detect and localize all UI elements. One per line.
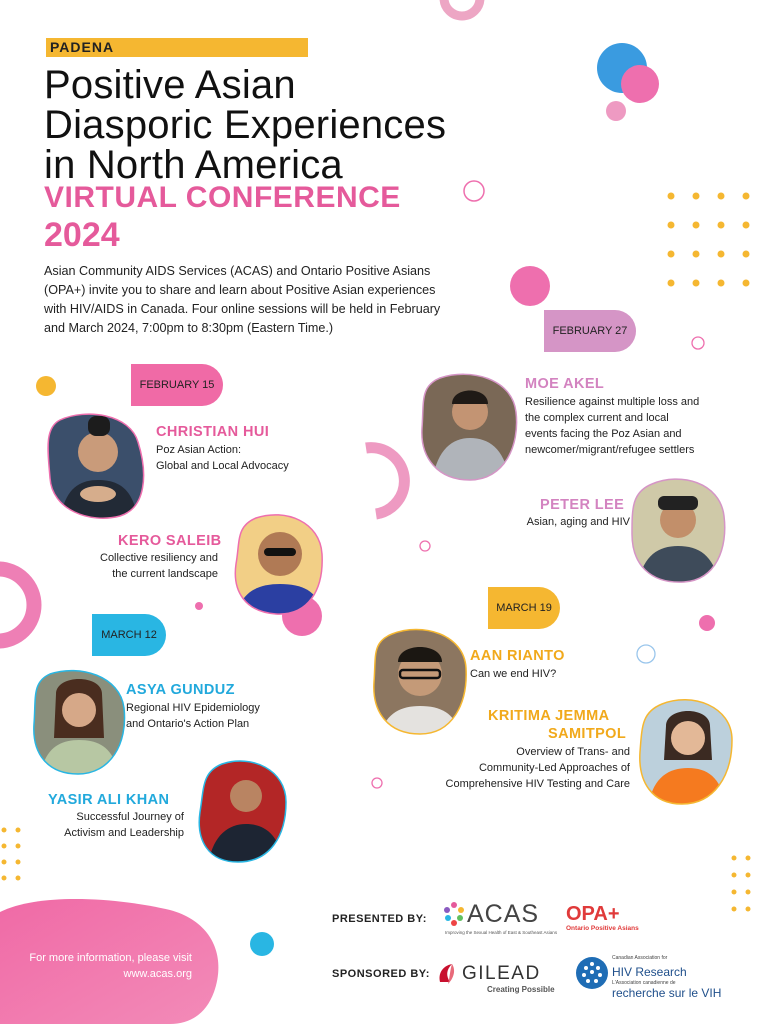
- speaker-name-moe-akel: MOE AKEL: [525, 376, 605, 392]
- avatar-aan-rianto: [370, 626, 470, 738]
- opa-tagline: Ontario Positive Asians: [566, 925, 639, 932]
- avatar-yasir-ali-khan: [194, 758, 290, 866]
- topic-line: Successful Journey of: [76, 811, 184, 823]
- topic-line: Can we end HIV?: [470, 668, 557, 680]
- cahr-label-fr: L'Association canadienne de: [612, 980, 676, 986]
- small-ring-decor-4: [637, 645, 655, 663]
- speaker-name-yasir-ali-khan: YASIR ALI KHAN: [48, 792, 170, 808]
- pink-dot-decor: [606, 101, 626, 121]
- conference-year: 2024: [44, 216, 120, 254]
- speaker-topic-asya-gunduz: [126, 700, 260, 732]
- topic-line: the current landscape: [112, 568, 218, 580]
- avatar-kero-saleib: [230, 512, 326, 618]
- topic-line: Collective resiliency and: [100, 552, 218, 564]
- speaker-name-peter-lee: PETER LEE: [540, 497, 625, 513]
- cahr-logo-icon: [574, 954, 610, 992]
- topic-line: newcomer/migrant/refugee settlers: [525, 444, 695, 456]
- pink-arc-decor: [366, 448, 404, 514]
- avatar-christian-hui: [46, 412, 150, 522]
- topic-line: Comprehensive HIV Testing and Care: [445, 778, 630, 790]
- topic-line: Community-Led Approaches of: [478, 762, 630, 774]
- speaker-name-kritima-line1: KRITIMA JEMMA: [488, 708, 610, 724]
- topic-line: Regional HIV Epidemiology: [126, 702, 260, 714]
- speaker-name-christian-hui: CHRISTIAN HUI: [156, 424, 270, 440]
- speaker-topic-aan-rianto: [470, 666, 556, 682]
- teal-circle-decor: [250, 932, 274, 956]
- speaker-name-kritima-line2: SAMITPOL: [548, 726, 627, 742]
- gilead-tagline: Creating Possible: [487, 985, 555, 994]
- date-pill-mar19: MARCH 19: [488, 587, 560, 629]
- gold-dot-grid-decor-2: [2, 828, 21, 881]
- topic-line: Overview of Trans- and: [516, 746, 630, 758]
- avatar-kritima-samitpol: [636, 696, 736, 808]
- left-ring-decor: [0, 569, 34, 641]
- speaker-topic-peter-lee: [440, 514, 630, 530]
- title-line: in North America: [44, 143, 343, 187]
- small-ring-decor-3: [420, 541, 430, 551]
- gilead-logo-icon: [436, 962, 458, 986]
- speaker-name-aan-rianto: AAN RIANTO: [470, 648, 565, 664]
- conference-subtitle: VIRTUAL CONFERENCE: [44, 181, 401, 214]
- gold-dot-grid-decor: [668, 193, 750, 287]
- speaker-name-kero-saleib: KERO SALEIB: [118, 533, 222, 549]
- page-title: [44, 65, 544, 185]
- acas-logo-icon: [442, 900, 466, 928]
- speaker-topic-yasir-ali-khan: [20, 809, 184, 841]
- acas-tagline: Improving the Sexual Health of East & Southeast Asians: [445, 930, 558, 935]
- cahr-name-fr: recherche sur le VIH: [612, 986, 722, 1000]
- pink-circle-decor: [621, 65, 659, 103]
- avatar-asya-gunduz: [30, 668, 128, 778]
- gilead-logo: GILEAD: [462, 963, 541, 984]
- pink-circle-decor-2: [510, 266, 550, 306]
- topic-line: Global and Local Advocacy: [156, 460, 289, 472]
- speaker-topic-kero-saleib: [40, 550, 218, 582]
- more-info-text: For more information, please visit www.acas.org: [29, 952, 192, 980]
- title-line: Diasporic Experiences: [44, 103, 447, 147]
- gold-dot-decor: [36, 376, 56, 396]
- avatar-peter-lee: [628, 476, 728, 586]
- topic-line: events facing the Poz Asian and: [525, 428, 682, 440]
- top-ring-decor: [444, 0, 480, 16]
- topic-line: Activism and Leadership: [64, 827, 184, 839]
- small-ring-decor-2: [692, 337, 704, 349]
- date-pill-mar12: MARCH 12: [92, 614, 166, 656]
- speaker-name-asya-gunduz: ASYA GUNDUZ: [126, 682, 235, 698]
- topic-line: Poz Asian Action:: [156, 444, 241, 456]
- topic-line: Resilience against multiple loss and: [525, 396, 700, 408]
- gold-dot-grid-decor-3: [732, 856, 751, 912]
- cahr-name-en: HIV Research: [612, 965, 687, 979]
- sponsored-by-label: SPONSORED BY:: [332, 968, 430, 980]
- acas-logo: ACAS: [467, 900, 540, 928]
- cahr-label-en: Canadian Association for: [612, 955, 668, 961]
- pink-dot-decor-2: [195, 602, 203, 610]
- intro-paragraph: Asian Community AIDS Services (ACAS) and Ontario Positive Asians (OPA+) invite you to share and learn about Positive Asian experiences with HIV/AIDS in Canada. Four online sessions will be held in February and March 2024, 7:00pm to 8:30pm (Eastern Time.): [44, 264, 441, 335]
- date-pill-feb27: FEBRUARY 27: [544, 310, 636, 352]
- speaker-topic-moe-akel: [525, 394, 745, 458]
- avatar-moe-akel: [418, 372, 520, 484]
- date-pill-feb15: FEBRUARY 15: [131, 364, 223, 406]
- speaker-topic-kritima-samitpol: [400, 744, 630, 792]
- small-ring-decor-5: [372, 778, 382, 788]
- event-tag: PADENA: [50, 39, 115, 55]
- opa-logo: OPA+: [566, 903, 620, 925]
- topic-line: the complex current and local: [525, 412, 669, 424]
- topic-line: and Ontario's Action Plan: [126, 718, 250, 730]
- presented-by-label: PRESENTED BY:: [332, 913, 427, 925]
- speaker-topic-christian-hui: [156, 442, 289, 474]
- title-line: Positive Asian: [44, 63, 296, 107]
- pink-dot-decor-3: [699, 615, 715, 631]
- topic-line: Asian, aging and HIV: [526, 516, 630, 528]
